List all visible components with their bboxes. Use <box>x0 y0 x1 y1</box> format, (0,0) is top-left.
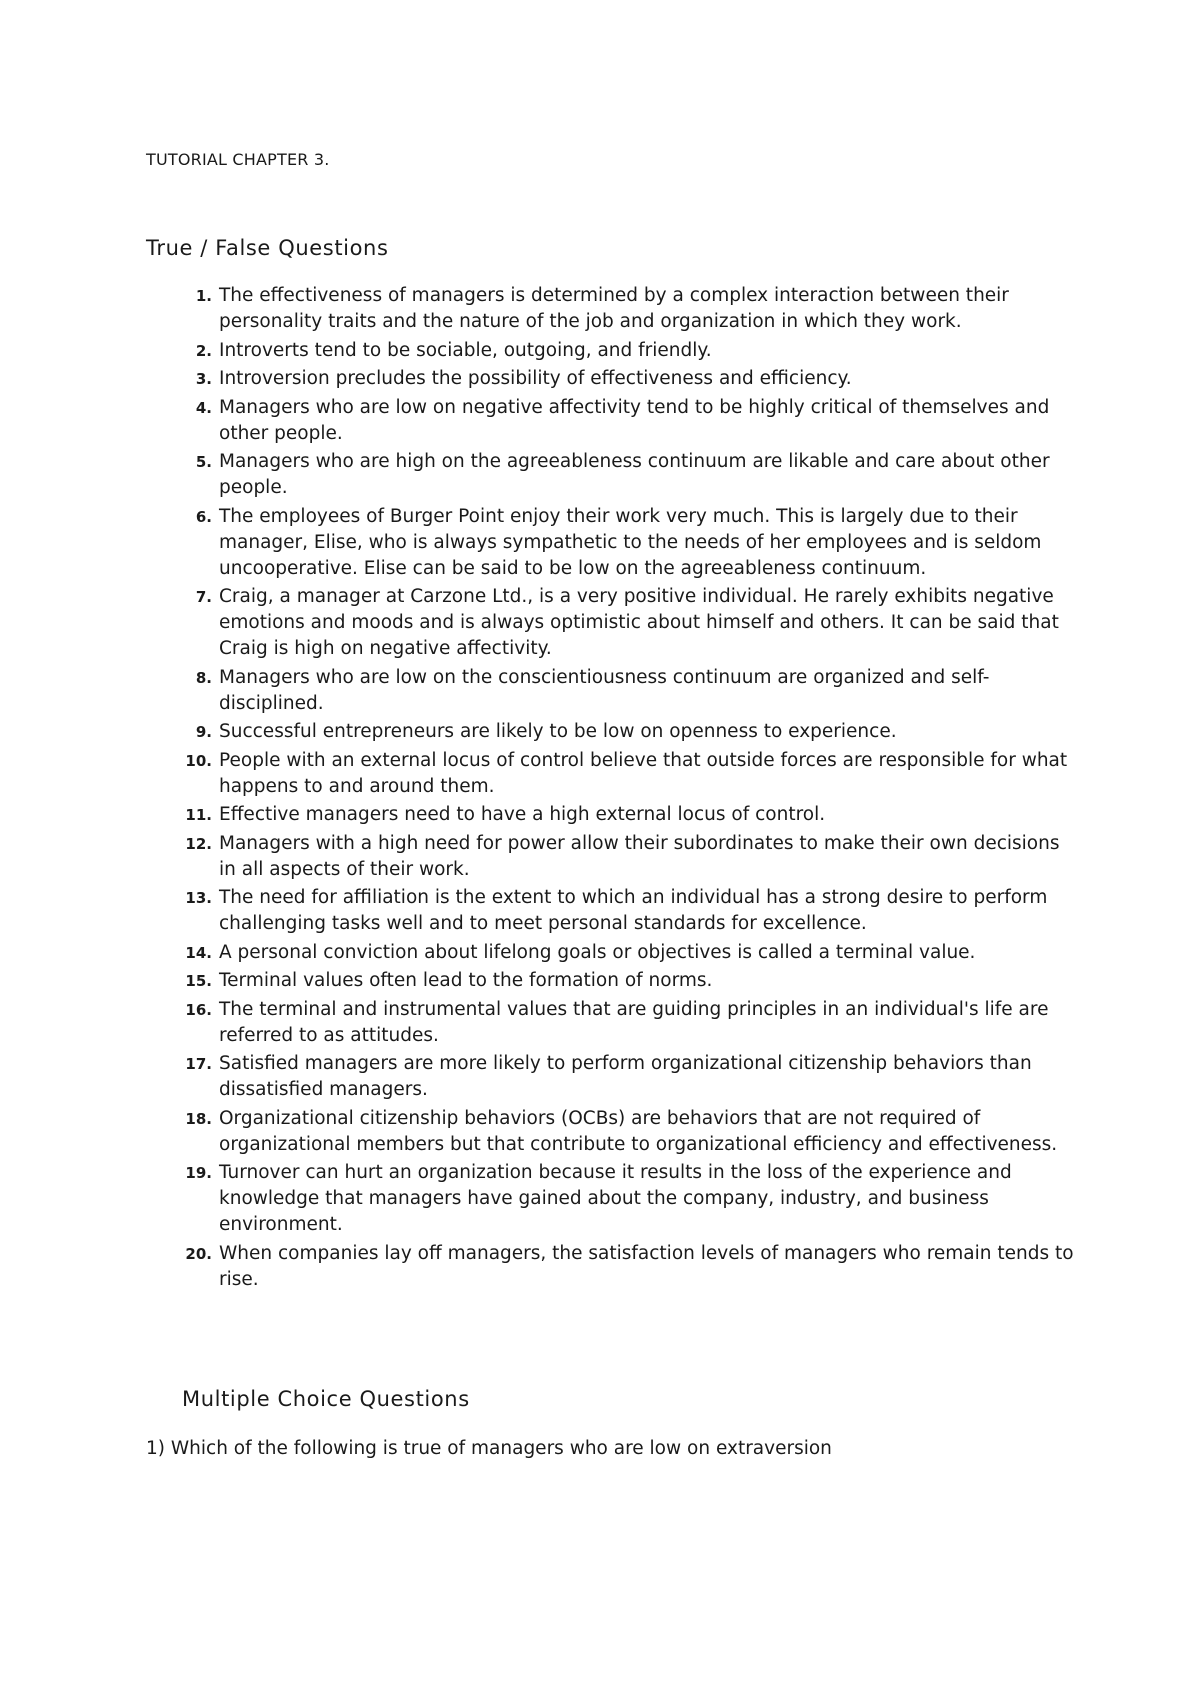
true-false-question <box>146 504 1076 582</box>
question-text: Managers who are low on negative affectivity tend to be highly critical of themselves and other people. <box>219 396 1050 444</box>
question-text: The need for affiliation is the extent to which an individual has a strong desire to perform challenging tasks well and to meet personal standards for excellence. <box>219 887 1048 934</box>
question-number: 9. <box>195 723 212 741</box>
question-number: 2. <box>195 341 212 360</box>
multiple-choice-question: 1) Which of the following is true of managers who are low on extraversion <box>146 1438 832 1459</box>
question-number: 3. <box>195 370 212 388</box>
question-text: Craig, a manager at Carzone Ltd., is a very positive individual. He rarely exhibits negative emotions and moods and is always optimistic about himself and others. It can be said that Craig is high on negative affectivity. <box>219 586 1059 659</box>
question-text: The effectiveness of managers is determined by a complex interaction between their personality traits and the nature of the job and organization in which they work. <box>219 285 1009 332</box>
question-text: When companies lay off managers, the satisfaction levels of managers who remain tends to rise. <box>219 1242 1074 1290</box>
question-number: 10. <box>185 751 212 770</box>
true-false-question <box>146 831 1076 883</box>
true-false-question <box>146 1241 1076 1293</box>
question-text: Turnover can hurt an organization because it results in the loss of the experience and knowledge that managers have gained about the company, industry, and business environment. <box>219 1162 1012 1235</box>
question-number: 18. <box>185 1109 212 1128</box>
true-false-question <box>146 1106 1076 1158</box>
question-number: 20. <box>185 1244 212 1263</box>
true-false-question <box>146 748 1076 800</box>
question-text: Managers who are low on the conscientiousness continuum are organized and self-disciplined. <box>219 666 990 714</box>
true-false-question <box>146 968 1076 994</box>
true-false-question <box>146 283 1076 335</box>
true-false-question-list <box>146 283 1076 1295</box>
true-false-question <box>146 1051 1076 1103</box>
true-false-question <box>146 584 1076 662</box>
true-false-question <box>146 940 1076 966</box>
question-text: Satisfied managers are more likely to perform organizational citizenship behaviors than dissatisfied managers. <box>219 1053 1032 1100</box>
question-text: Managers who are high on the agreeableness continuum are likable and care about other people. <box>219 451 1050 498</box>
question-text: Effective managers need to have a high external locus of control. <box>219 804 826 825</box>
question-text: Managers with a high need for power allow their subordinates to make their own decisions in all aspects of their work. <box>219 832 1060 880</box>
true-false-question <box>146 366 1076 392</box>
true-false-question <box>146 802 1076 828</box>
question-number: 6. <box>195 507 212 526</box>
question-number: 13. <box>185 889 212 907</box>
question-number: 11. <box>185 806 212 824</box>
question-number: 15. <box>185 972 212 990</box>
multiple-choice-section-title: Multiple Choice Questions <box>182 1387 470 1411</box>
question-text: The terminal and instrumental values that are guiding principles in an individual's life are referred to as attitudes. <box>219 998 1049 1046</box>
true-false-section-title: True / False Questions <box>146 236 389 260</box>
true-false-question <box>146 338 1076 364</box>
question-number: 12. <box>185 834 212 853</box>
question-number: 16. <box>185 1000 212 1019</box>
true-false-question <box>146 395 1076 447</box>
true-false-question <box>146 449 1076 501</box>
question-text: Successful entrepreneurs are likely to be low on openness to experience. <box>219 721 897 742</box>
question-text: Terminal values often lead to the formation of norms. <box>219 970 713 991</box>
question-number: 14. <box>185 943 212 962</box>
question-number: 8. <box>195 668 212 687</box>
question-number: 1. <box>195 287 212 305</box>
question-text: A personal conviction about lifelong goals or objectives is called a terminal value. <box>219 941 976 963</box>
question-text: Introverts tend to be sociable, outgoing, and friendly. <box>219 339 712 361</box>
true-false-question <box>146 719 1076 745</box>
question-text: Organizational citizenship behaviors (OCBs) are behaviors that are not required of organizational members but that contribute to organizational efficiency and effectiveness. <box>219 1107 1058 1155</box>
question-number: 4. <box>195 398 212 417</box>
true-false-question <box>146 665 1076 717</box>
document-header: TUTORIAL CHAPTER 3. <box>146 150 330 169</box>
question-number: 5. <box>195 453 212 471</box>
true-false-question <box>146 1160 1076 1238</box>
question-text: Introversion precludes the possibility of effectiveness and efficiency. <box>219 368 852 389</box>
question-text: People with an external locus of control believe that outside forces are responsible for what happens to and around them. <box>219 749 1068 797</box>
true-false-question <box>146 885 1076 937</box>
question-text: The employees of Burger Point enjoy their work very much. This is largely due to their manager, Elise, who is always sympathetic to the needs of her employees and is seldom uncooperative. Elise can be said to be low on the agreeableness continuum. <box>219 505 1042 579</box>
true-false-question <box>146 997 1076 1049</box>
question-number: 7. <box>195 588 212 606</box>
question-number: 17. <box>185 1055 212 1073</box>
question-number: 19. <box>185 1164 212 1182</box>
